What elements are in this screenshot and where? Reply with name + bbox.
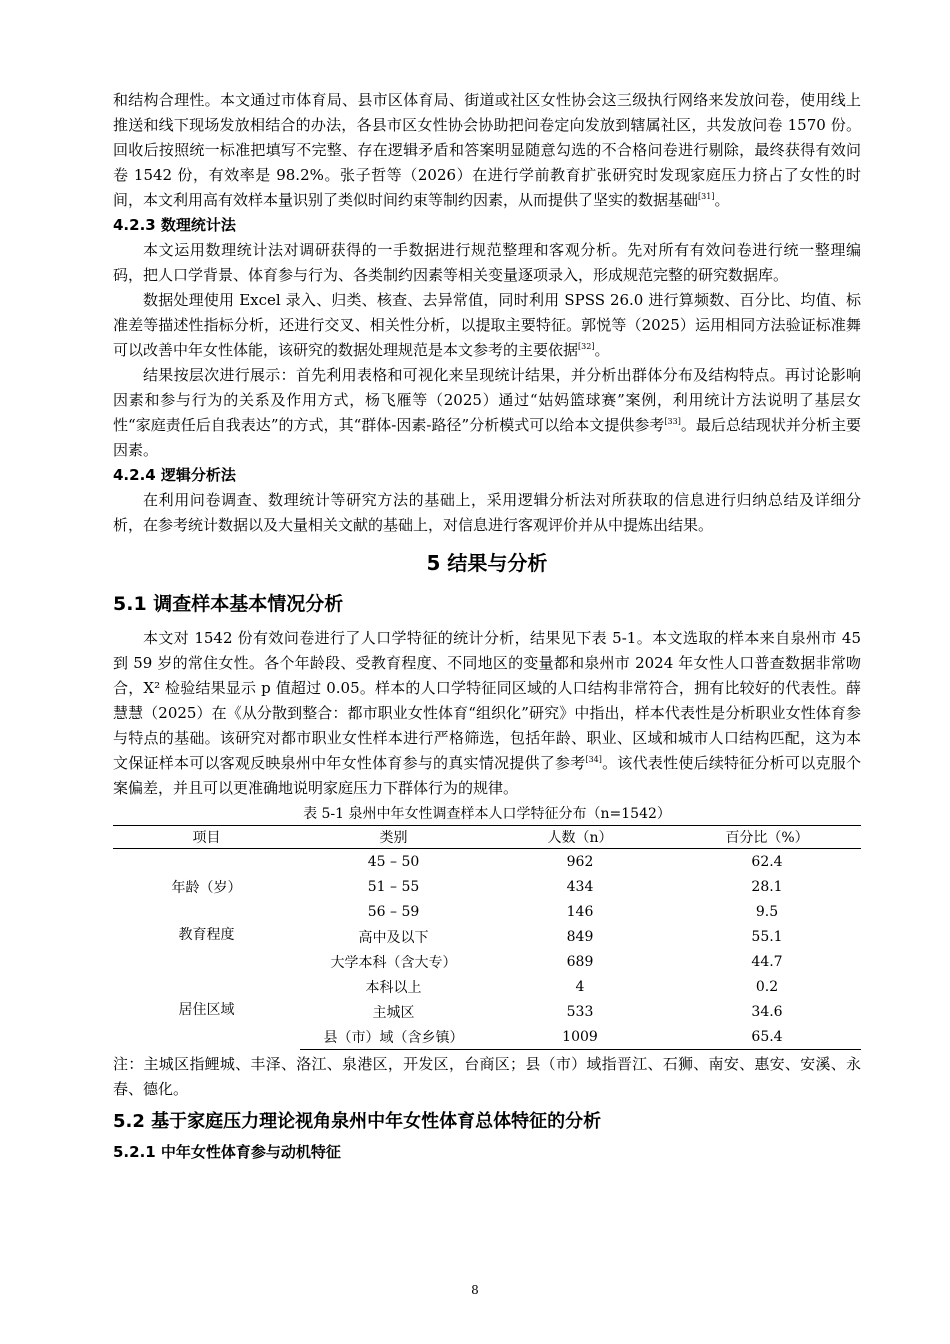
table-cell: 0.2 xyxy=(755,978,779,995)
heading-4-2-3: 4.2.3 数理统计法 xyxy=(113,216,236,234)
table-cell: 51 – 55 xyxy=(367,878,420,895)
table-cell: 65.4 xyxy=(673,1024,861,1050)
table-cell: 962 xyxy=(566,853,594,870)
demographics-table xyxy=(113,825,861,1050)
table-cell: 大学本科（含大专） xyxy=(330,954,457,971)
table-cell: 28.1 xyxy=(751,878,783,895)
paragraph: 数据处理使用 Excel 录入、归类、核查、去异常值，同时利用 SPSS 26.0 进行算频数、百分比、均值、标准差等描述性指标分析，还进行交叉、相关性分析，以提取主要特征。郭悦等（2025）运用相同方法验证标准舞可以改善中年女性体能，该研究的数据处理规范是本文参考的主要依据[32]。 xyxy=(113,291,861,359)
citation: [34] xyxy=(585,755,602,764)
group-label: 年龄（岁） xyxy=(171,879,242,896)
page-body xyxy=(113,88,861,1165)
table-cell: 本科以上 xyxy=(365,979,422,996)
table-cell: 533 xyxy=(566,1003,594,1020)
citation: [33] xyxy=(664,417,681,426)
table-cell: 434 xyxy=(566,878,594,895)
column-header: 百分比（%） xyxy=(673,826,861,849)
citation: [31] xyxy=(698,192,715,201)
table-cell: 34.6 xyxy=(751,1003,783,1020)
table-cell: 高中及以下 xyxy=(358,929,429,946)
table-cell: 45 – 50 xyxy=(367,853,420,870)
table-cell: 62.4 xyxy=(751,853,783,870)
table-cell: 55.1 xyxy=(751,928,783,945)
table-cell: 56 – 59 xyxy=(367,903,420,920)
table-header-row xyxy=(113,826,861,849)
table-row xyxy=(113,924,861,949)
column-header: 项目 xyxy=(113,826,300,849)
paragraph: 本文对 1542 份有效问卷进行了人口学特征的统计分析，结果见下表 5-1。本文选取的样本来自泉州市 45 到 59 岁的常住女性。各个年龄段、受教育程度、不同地区的变量都和泉州市 2024 年女性人口普查数据非常吻合，Χ² 检验结果显示 p 值超过 0.05。样本的人口学特征同区域的人口结构非常符合，拥有比较好的代表性。薛慧慧（2025）在《从分散到整合：都市职业女性体育“组织化”研究》中指出，样本代表性是分析职业女性体育参与特点的基础。该研究对都市职业女性样本进行严格筛选，包括年龄、职业、区域和城市人口结构匹配，这为本文保证样本可以客观反映泉州中年女性体育参与的真实情况提供了参考[34]。该代表性使后续特征分析可以克服个案偏差，并且可以更准确地说明家庭压力下群体行为的规律。 xyxy=(113,629,861,797)
table-cell: 849 xyxy=(566,928,594,945)
page-number: 8 xyxy=(471,1283,479,1297)
table-row xyxy=(113,849,861,875)
paragraph: 在利用问卷调查、数理统计等研究方法的基础上，采用逻辑分析法对所获取的信息进行归纳总结及详细分析，在参考统计数据以及大量相关文献的基础上，对信息进行客观评价并从中提炼出结果。 xyxy=(113,491,861,534)
table-cell: 146 xyxy=(566,903,594,920)
table-cell: 9.5 xyxy=(755,903,779,920)
paragraph: 结果按层次进行展示：首先利用表格和可视化来呈现统计结果，并分析出群体分布及结构特点。再讨论影响因素和参与行为的关系及作用方式，杨飞雁等（2025）通过“姑妈篮球赛”案例，利用统计方法说明了基层女性“家庭责任后自我表达”的方式，其“群体-因素-路径”分析模式可以给本文提供参考[33]。最后总结现状并分析主要因素。 xyxy=(113,366,861,459)
heading-4-2-4: 4.2.4 逻辑分析法 xyxy=(113,466,236,484)
table-row xyxy=(113,999,861,1024)
table-cell: 44.7 xyxy=(751,953,783,970)
column-header: 人数（n） xyxy=(487,826,673,849)
column-header: 类别 xyxy=(300,826,487,849)
table-cell: 4 xyxy=(575,978,585,995)
paragraph: 和结构合理性。本文通过市体育局、县市区体育局、街道或社区女性协会这三级执行网络来发放问卷，使用线上推送和线下现场发放相结合的办法，各县市区女性协会协助把问卷定向发放到辖属社区，共发放问卷 1570 份。回收后按照统一标准把填写不完整、存在逻辑矛盾和答案明显随意勾选的不合格问卷进行剔除，最终获得有效问卷 1542 份，有效率是 98.2%。张子哲等（2026）在进行学前教育扩张研究时发现家庭压力挤占了女性的时间，本文利用高有效样本量识别了类似时间约束等制约因素，从而提供了坚实的数据基础[31]。 xyxy=(113,91,861,209)
heading-5-2: 5.2 基于家庭压力理论视角泉州中年女性体育总体特征的分析 xyxy=(113,1111,602,1132)
table-cell: 主城区 xyxy=(372,1004,415,1021)
group-label: 教育程度 xyxy=(178,927,235,943)
table-cell: 689 xyxy=(566,953,594,970)
citation: [32] xyxy=(578,342,595,351)
table-cell: 县（市）域（含乡镇） xyxy=(300,1024,487,1050)
group-label: 居住区域 xyxy=(178,1002,235,1018)
chapter-title: 5 结果与分析 xyxy=(426,551,548,575)
table-note: 注：主城区指鲤城、丰泽、洛江、泉港区，开发区，台商区；县（市）域指晋江、石狮、南安、惠安、安溪、永春、德化。 xyxy=(113,1055,861,1098)
heading-5-1: 5.1 调查样本基本情况分析 xyxy=(113,593,344,615)
heading-5-2-1: 5.2.1 中年女性体育参与动机特征 xyxy=(113,1143,341,1161)
paragraph: 本文运用数理统计法对调研获得的一手数据进行规范整理和客观分析。先对所有有效问卷进行统一整理编码，把人口学背景、体育参与行为、各类制约因素等相关变量逐项录入，形成规范完整的研究数据库。 xyxy=(113,241,861,284)
table-caption: 表 5-1 泉州中年女性调查样本人口学特征分布（n=1542） xyxy=(303,806,671,822)
table-cell: 1009 xyxy=(487,1024,673,1050)
